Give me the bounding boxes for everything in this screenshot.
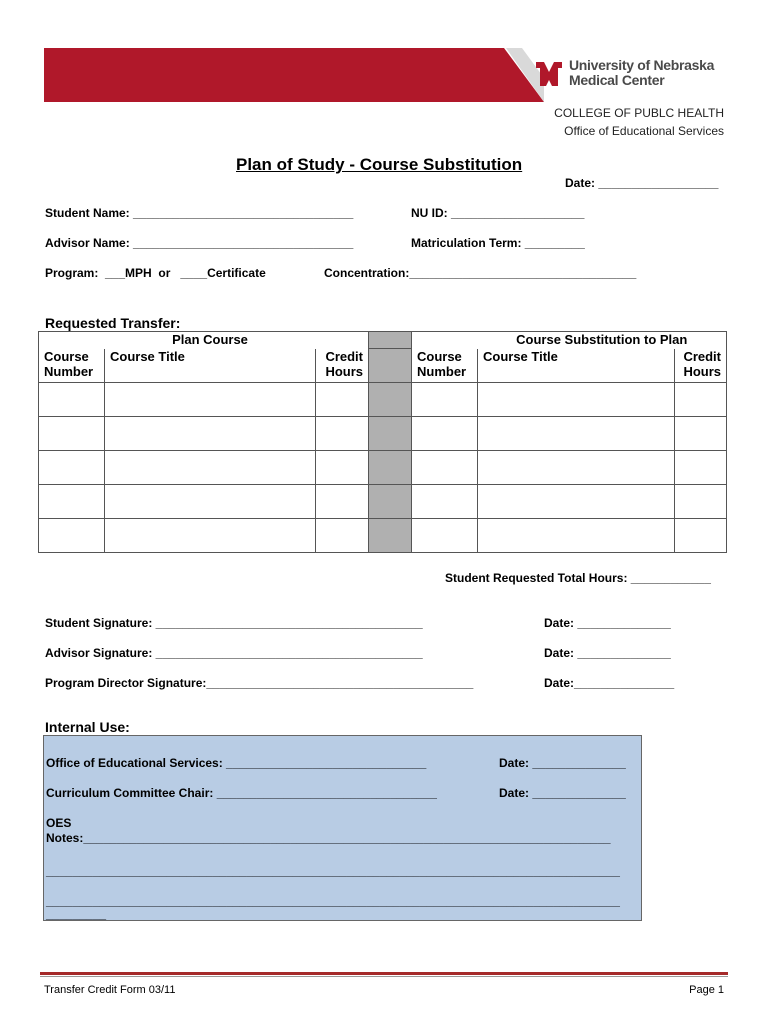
divider-column	[369, 332, 412, 349]
plan-course-heading: Plan Course	[105, 332, 316, 349]
table-row	[39, 451, 727, 485]
sub-course-number-cell[interactable]	[412, 383, 478, 417]
credit-hours-cell[interactable]	[316, 383, 369, 417]
header-banner	[44, 48, 544, 102]
nu-id-field[interactable]: NU ID: ____________________	[411, 206, 585, 220]
sub-credit-hours-cell[interactable]	[675, 451, 727, 485]
sub-course-title-cell[interactable]	[478, 519, 675, 553]
course-number-cell[interactable]	[39, 485, 105, 519]
sub-course-number-cell[interactable]	[412, 417, 478, 451]
director-signature-date[interactable]: Date:_______________	[544, 676, 675, 690]
sub-course-title-cell[interactable]	[478, 383, 675, 417]
notes-field[interactable]: Notes:_______________________________________________________________________________	[46, 831, 611, 845]
credit-hours-cell[interactable]	[316, 485, 369, 519]
unmc-logo-text: University of Nebraska Medical Center	[569, 57, 715, 88]
course-title-cell[interactable]	[105, 451, 316, 485]
oes-date[interactable]: Date: ______________	[499, 756, 626, 770]
credit-hours-cell[interactable]	[316, 417, 369, 451]
footer-page-number: Page 1	[689, 984, 724, 996]
credit-hours-cell[interactable]	[316, 451, 369, 485]
footer-rule	[40, 972, 728, 975]
table-row	[39, 519, 727, 553]
col-course-title: Course Title	[105, 349, 316, 383]
oes-field[interactable]: Office of Educational Services: ______________________________	[46, 756, 427, 770]
col-sub-credit-hours: Credit Hours	[675, 349, 727, 383]
advisor-name-field[interactable]: Advisor Name: _________________________________	[45, 236, 354, 250]
unmc-logo-icon	[534, 58, 564, 88]
director-signature-field[interactable]: Program Director Signature:________________________________________	[45, 676, 474, 690]
course-title-cell[interactable]	[105, 485, 316, 519]
sub-credit-hours-cell[interactable]	[675, 417, 727, 451]
notes-line[interactable]: _________	[46, 907, 107, 921]
student-signature-date[interactable]: Date: ______________	[544, 616, 671, 630]
program-field[interactable]: Program: ___MPH or ____Certificate	[45, 266, 266, 280]
col-course-number: Course Number	[39, 349, 105, 383]
total-hours-field[interactable]: Student Requested Total Hours: ____________	[445, 571, 711, 585]
committee-chair-field[interactable]: Curriculum Committee Chair: _________________________________	[46, 786, 437, 800]
internal-use-heading: Internal Use:	[45, 719, 130, 735]
substitution-heading: Course Substitution to Plan	[478, 332, 727, 349]
course-title-cell[interactable]	[105, 519, 316, 553]
page-title: Plan of Study - Course Substitution	[236, 155, 523, 174]
course-number-cell[interactable]	[39, 417, 105, 451]
credit-hours-cell[interactable]	[316, 519, 369, 553]
sub-course-number-cell[interactable]	[412, 451, 478, 485]
course-title-cell[interactable]	[105, 417, 316, 451]
committee-chair-date[interactable]: Date: ______________	[499, 786, 626, 800]
advisor-signature-field[interactable]: Advisor Signature: ________________________________________	[45, 646, 423, 660]
course-number-cell[interactable]	[39, 383, 105, 417]
col-sub-course-number: Course Number	[412, 349, 478, 383]
student-signature-field[interactable]: Student Signature: ________________________________________	[45, 616, 423, 630]
advisor-signature-date[interactable]: Date: ______________	[544, 646, 671, 660]
matriculation-term-field[interactable]: Matriculation Term: _________	[411, 236, 585, 250]
course-number-cell[interactable]	[39, 451, 105, 485]
sub-course-title-cell[interactable]	[478, 451, 675, 485]
college-name: COLLEGE OF PUBLC HEALTH	[554, 106, 724, 120]
office-name: Office of Educational Services	[564, 124, 724, 138]
footer-rule-thin	[40, 976, 728, 977]
sub-course-number-cell[interactable]	[412, 485, 478, 519]
oes-label: OES	[46, 816, 72, 830]
sub-credit-hours-cell[interactable]	[675, 383, 727, 417]
sub-course-number-cell[interactable]	[412, 519, 478, 553]
table-row	[39, 417, 727, 451]
table-row	[39, 383, 727, 417]
transfer-table	[38, 331, 727, 553]
col-sub-course-title: Course Title	[478, 349, 675, 383]
college-heading	[554, 104, 724, 140]
table-row	[39, 485, 727, 519]
student-name-field[interactable]: Student Name: _________________________________	[45, 206, 354, 220]
sub-credit-hours-cell[interactable]	[675, 485, 727, 519]
notes-line[interactable]: ______________________________________________________________________________________	[46, 864, 620, 878]
notes-line[interactable]: ______________________________________________________________________________________	[46, 894, 620, 908]
internal-use-box	[43, 735, 642, 921]
requested-transfer-heading: Requested Transfer:	[45, 315, 181, 331]
course-number-cell[interactable]	[39, 519, 105, 553]
sub-course-title-cell[interactable]	[478, 417, 675, 451]
date-field[interactable]: Date: __________________	[565, 176, 719, 190]
footer-form-id: Transfer Credit Form 03/11	[44, 984, 176, 996]
col-credit-hours: Credit Hours	[316, 349, 369, 383]
sub-credit-hours-cell[interactable]	[675, 519, 727, 553]
concentration-field[interactable]: Concentration:__________________________________	[324, 266, 637, 280]
course-title-cell[interactable]	[105, 383, 316, 417]
sub-course-title-cell[interactable]	[478, 485, 675, 519]
